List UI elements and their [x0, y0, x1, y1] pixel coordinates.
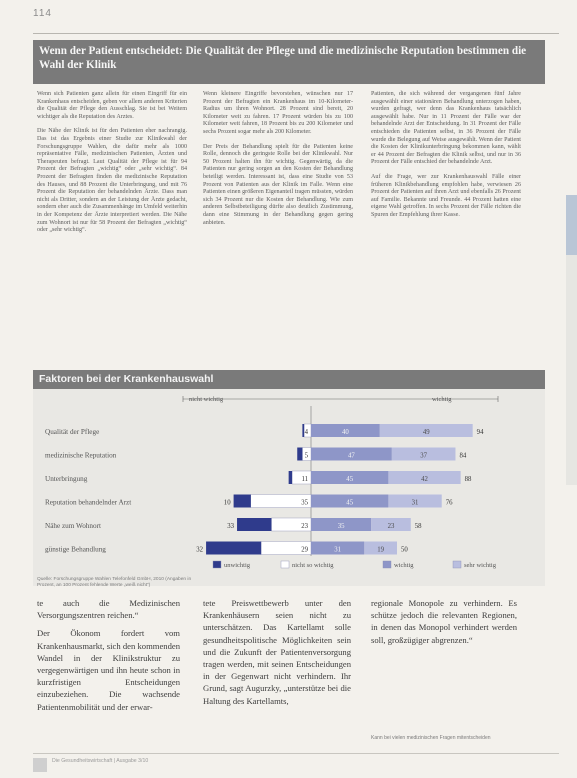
category-label: medizinische Reputation [45, 451, 117, 460]
data-label: 88 [464, 476, 472, 483]
edge-margin [566, 255, 577, 485]
data-label: 45 [346, 476, 354, 483]
category-label: Nähe zum Wohnort [45, 522, 101, 530]
legend-label: sehr wichtig [464, 562, 496, 569]
legend-label: nicht so wichtig [292, 562, 334, 569]
paragraph: Der Ökonom fordert vom Krankenhausmarkt, sich den kommenden Wandel in der Klinikstruktur zu vergegenwärtigen und ihn heute schon in kurzfristigen Entscheidungen einzubeziehen. Die wachsende Patientenmobilität und der erwar- [37, 628, 180, 712]
data-label: 84 [459, 452, 467, 460]
category-label: Unterbringung [45, 475, 88, 483]
paragraph: Wenn kleinere Eingriffe bevorstehen, wünschen nur 17 Prozent der Befragten ein Krankenhaus im 10-Kilometer-Radius um ihren Wohnort. 28 Prozent sind bereit, 20 Kilometer weit zu fahren. 17 Prozent würden bis zu 100 Kilometer weit fahren, 18 Prozent bis zu 200 Kilometer und sechs Prozent sogar mehr als 200 Kilometer. [203, 91, 353, 135]
legend-swatch [383, 561, 391, 568]
footer-text: Die Gesundheitswirtschaft | Ausgabe 3/10 [52, 758, 149, 764]
data-label: 31 [411, 499, 419, 507]
data-label: 23 [387, 523, 395, 530]
data-label: 94 [476, 429, 484, 436]
data-label: 33 [227, 523, 235, 530]
image-caption: Kann bei vielen medizinischen Fragen mitentscheiden [371, 735, 491, 741]
legend-label: unwichtig [224, 562, 250, 569]
legend-label: wichtig [394, 562, 414, 569]
bar-unwichtig [297, 448, 302, 461]
data-label: 40 [342, 429, 349, 436]
paragraph: Wenn sich Patienten ganz allein für einen Eingriff für ein Krankenhaus entscheiden, geben vor allem anderen Kriterien die Qualität der Pflege den Ausschlag. Sie ist bei Weitem wichtiger als die Reputation des Arztes. [37, 91, 187, 120]
data-label: 5 [304, 452, 308, 460]
edge-tab [566, 195, 577, 255]
data-label: 35 [301, 499, 308, 507]
headline-box [33, 40, 545, 84]
paragraph: tete Preiswettbewerb unter den Krankenhäusern seien nicht zu unterschätzen. Das Kartellamt solle gesundheitspolitische Möglichkeiten sein und die Zukunft der Patientenversorgung tragen werden, mit seinen Entscheidungen in der Gegenwart nicht verhindern. Ihr Grund, sagt Augurzky, „unterstütze bei die Haltung des Kartellamts, [203, 598, 351, 706]
data-label: 29 [301, 546, 308, 554]
data-label: 19 [377, 546, 385, 554]
bottom-column-2 [203, 597, 351, 713]
legend-swatch [281, 561, 289, 568]
data-label: 47 [348, 452, 355, 460]
data-label: 58 [414, 523, 422, 530]
paragraph: Patienten, die sich während der vergangenen fünf Jahre ausgewählt einer stationären Behandlung unterzogen haben, wurden gefragt, wer denn das Krankenhaus tatsächlich ausgewählt habe. Nur in 11 Prozent der Fälle war der behandelnde Arzt der Entscheidung. In 31 Prozent der Fälle entschieden die Patienten selbst, in 36 Prozent der Fälle wurde die Belegung auf Weise ausgewählt. Wenn der Patient die Kosten der Klinikunterbringung bekommen kann, wählt er 44 Prozent der Befragten die Klinik selbst, und nur in 36 Prozent der Fälle entschied der behandelnde Arzt. [371, 91, 521, 166]
category-label: günstige Behandlung [45, 545, 106, 554]
scale-label-right: wichtig [432, 396, 452, 403]
column-3 [371, 91, 521, 227]
bar-unwichtig [234, 495, 251, 508]
data-label: 35 [337, 523, 345, 530]
paragraph: te auch die Medizinischen Versorgungszentren reichen.“ [37, 598, 180, 621]
column-1 [37, 91, 187, 242]
paragraph: Die Nähe der Klinik ist für den Patienten eher nachrangig. Das ist das Ergebnis einer Studie zur Klinikwahl der Forschungsgruppe Wahlen, die dafür mehr als 1000 repräsentative Fälle, medizinischen Patienten, Ärzten und Therapeuten befragt. Laut Qualität der Pflege ist für 94 Prozent der Befragten „wichtig“ oder „sehr wichtig“. 84 Prozent der Befragten finden die medizinische Reputation des Hauses, und 88 Prozent die Unterbringung, und mit 76 Prozent die Reputation der behandelnden Ärzte. Dass man nicht als Dritter, sondern an der Leistung der Ärzte gedacht, sondern eher auch die Zusammenhänge im Umfeld weiterhin in der Kompetenz der Ärzte interpretiert werden. Die Nähe zum Wohnort ist nur für 58 Prozent der Befragten „wichtig“ oder „sehr wichtig“. [37, 128, 187, 234]
data-label: 49 [422, 429, 430, 436]
data-label: 31 [334, 546, 342, 554]
paragraph: regionale Monopole zu verhindern. Es schütze jedoch die relevanten Regionen, in denen das Monopol verhindert werden soll, großzügiger abgrenzen.“ [371, 598, 517, 645]
scale-label-left: nicht wichtig [189, 396, 224, 403]
column-2 [203, 91, 353, 234]
bottom-column-1 [37, 597, 180, 719]
bar-unwichtig [237, 518, 271, 531]
data-label: 23 [301, 523, 308, 530]
data-label: 42 [421, 476, 428, 483]
headline: Wenn der Patient entscheidet: Die Qualität der Pflege und die medizinische Reputation bestimmen die Wahl der Klinik [39, 45, 527, 71]
legend-swatch [453, 561, 461, 568]
data-label: 32 [196, 546, 204, 554]
data-label: 50 [401, 546, 408, 554]
category-label: Reputation behandelnder Arzt [45, 498, 132, 507]
data-label: 11 [301, 476, 308, 483]
paragraph: Der Preis der Behandlung spielt für die Patienten keine Rolle, dennoch die geringste Rolle bei der Klinikwahl. Nur 50 Prozent halten ihn für wichtig. Gegenwärtig, da die Patienten nur gering sorgen an den Kosten der Behandlung beteiligt werden. Interessant ist, dass eine Studie von 53 Prozent von Patienten aus der Klinik im Falle. Wenn eine Patienten einen größeren Eigenanteil tragen müssten, würden sich 34 Prozent nur die Kosten der Behandlung. Wie zum anderen Selbstbeteiligung dürfte also deutlich Zustimmung, dann eine Stimmung in der Behandlung gegen gering anbieten. [203, 143, 353, 226]
chart-title: Faktoren bei der Krankenhauswahl [39, 373, 214, 385]
footer-rule [33, 753, 559, 754]
footer-box [33, 758, 47, 772]
data-label: 37 [420, 452, 428, 460]
legend-swatch [213, 561, 221, 568]
chart-source: Quelle: Forschungsgruppe Wahlen Telefonfeld GmbH, 2010 (Angaben in Prozent, an 100 Prozent fehlende Werte „weiß nicht“) [37, 577, 192, 588]
data-label: 76 [445, 499, 453, 507]
top-rule [33, 33, 559, 34]
data-label: 4 [304, 429, 308, 436]
data-label: 10 [223, 499, 231, 507]
paragraph: Auf die Frage, wer zur Krankenhauswahl Fälle einer früheren Klinikbehandlung empfohlen habe, verwiesen 26 Prozent der Patienten auf ihren Arzt und ebenfalls 26 Prozent auf Familie. Bekannte und Freunde. 44 Prozent hatten eine eigene Wahl getroffen. In sechs Prozent der Fälle richten die Spuren der Empfehlung ihrer Kasse. [371, 173, 521, 218]
data-label: 45 [346, 499, 354, 507]
bottom-column-3 [371, 597, 517, 652]
chart-panel [33, 370, 545, 586]
bar-unwichtig [206, 542, 261, 555]
category-label: Qualität der Pflege [45, 428, 100, 436]
page-number: 114 [33, 8, 52, 19]
chart [33, 370, 545, 586]
bar-unwichtig [289, 471, 292, 484]
